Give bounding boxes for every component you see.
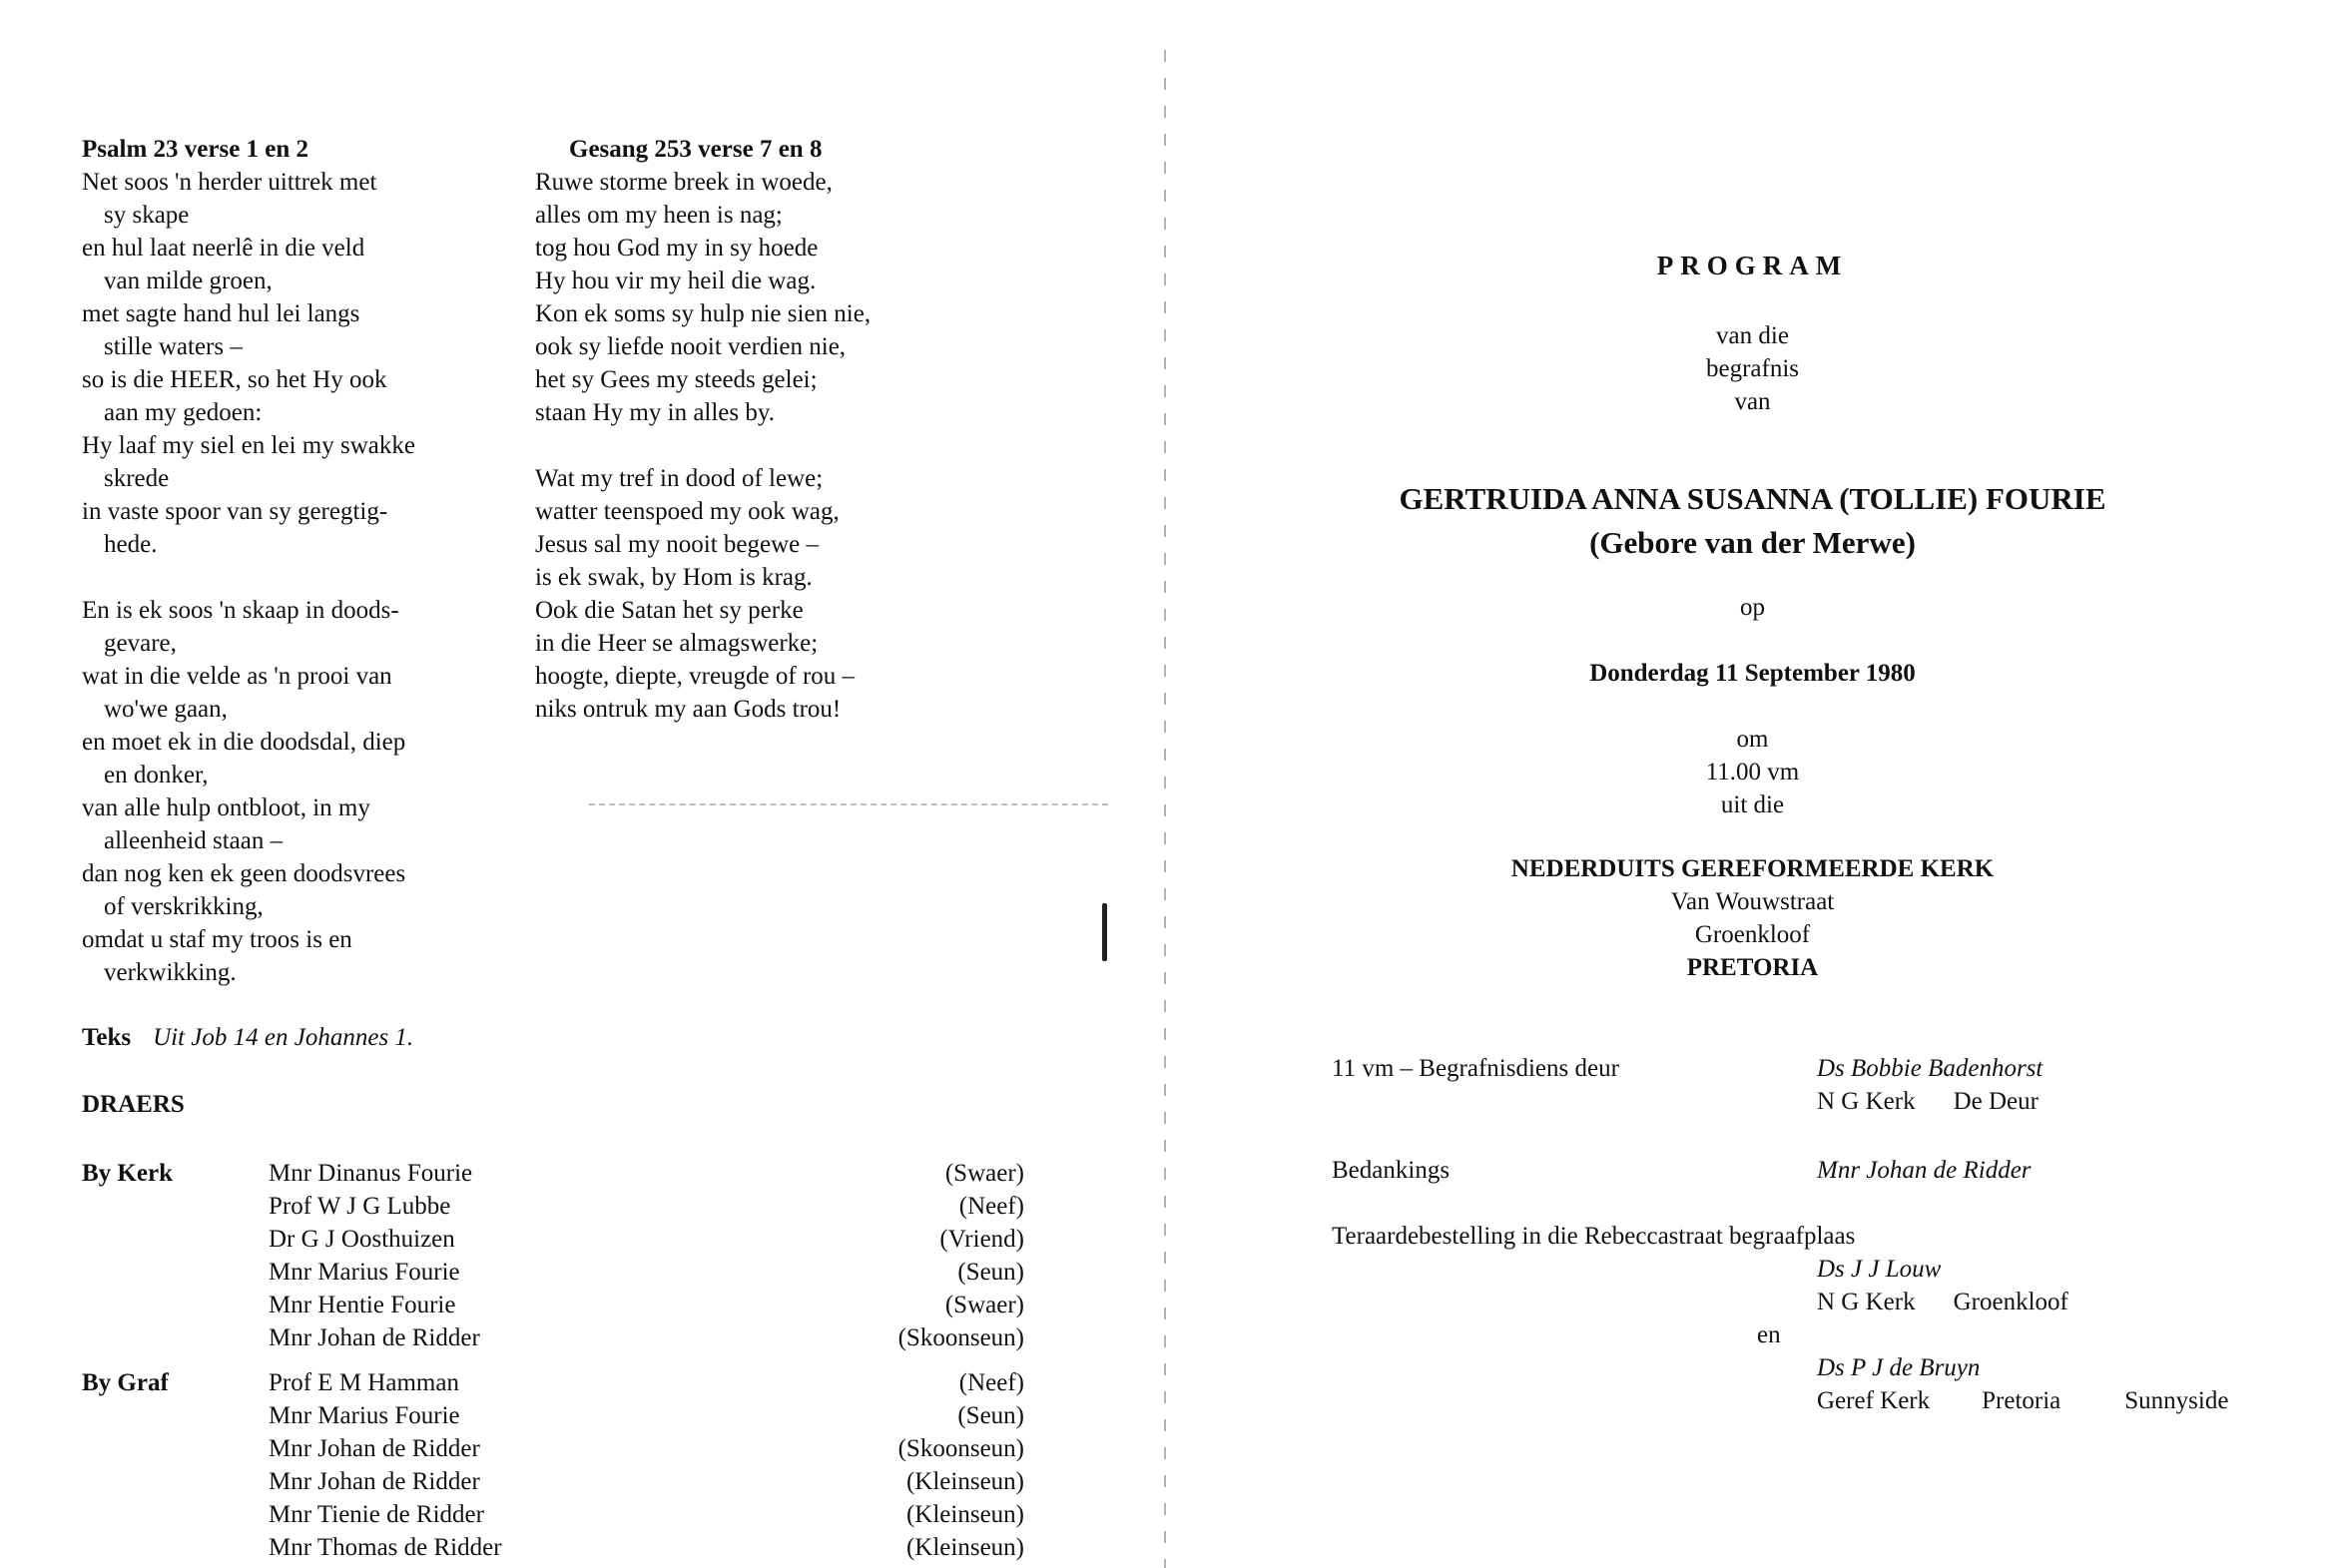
psalm-line: Hy laaf my siel en lei my swakke	[82, 432, 415, 459]
left-page	[0, 0, 1163, 1568]
bearer-relation: (Seun)	[957, 1402, 1024, 1429]
burial-church-1	[1817, 1286, 2068, 1318]
thanks-label: Bedankings	[1332, 1157, 1451, 1184]
time-line: uit die	[1720, 791, 1785, 818]
burial-label: Teraardebestelling in die Rebeccastraat begraafplaas	[1332, 1223, 1856, 1250]
bearer-name: Mnr Johan de Ridder	[269, 1468, 480, 1495]
church-street: Van Wouwstraat	[1670, 888, 1835, 915]
psalm-line: dan nog ken ek geen doodsvrees	[82, 860, 406, 887]
church-suburb: Groenkloof	[1694, 921, 1811, 948]
gesang-line: Ook die Satan het sy perke	[535, 597, 804, 624]
burial-minister-1: Ds J J Louw	[1817, 1256, 1942, 1283]
psalm-line: met sagte hand hul lei langs	[82, 300, 360, 327]
deceased-block	[1170, 477, 2335, 565]
deceased-name: GERTRUIDA ANNA SUSANNA (TOLLIE) FOURIE	[1399, 481, 2106, 516]
born-name: (Gebore van der Merwe)	[1589, 525, 1916, 560]
psalm-line: van alle hulp ontbloot, in my	[82, 794, 370, 821]
intro-line: van die	[1716, 322, 1789, 349]
church-block	[1170, 852, 2335, 984]
bearer-relation: (Skoonseun)	[897, 1324, 1024, 1351]
bearer-name: Mnr Hentie Fourie	[269, 1292, 456, 1318]
psalm-line: skrede	[104, 465, 170, 492]
gesang-line: hoogte, diepte, vreugde of rou –	[535, 663, 856, 690]
service-church	[1817, 1085, 2039, 1118]
gesang-lines	[535, 166, 954, 726]
psalm-line: aan my gedoen:	[104, 399, 263, 426]
psalm-heading: Psalm 23 verse 1 en 2	[82, 136, 309, 163]
psalm-line: sy skape	[104, 202, 190, 229]
service-church-part: De Deur	[1953, 1088, 2039, 1115]
burial-and: en	[1757, 1321, 1781, 1348]
psalm-line: en moet ek in die doodsdal, diep	[82, 729, 406, 756]
church-name: NEDERDUITS GEREFORMEERDE KERK	[1510, 855, 1995, 882]
service-minister: Ds Bobbie Badenhorst	[1817, 1055, 2043, 1082]
gesang-column	[535, 133, 954, 726]
psalm-line: hede.	[104, 531, 158, 558]
burial-church-part: N G Kerk	[1817, 1289, 1916, 1315]
intro-line: begrafnis	[1705, 355, 1800, 382]
teks-label: Teks	[82, 1024, 132, 1051]
stanza-gap	[535, 429, 954, 462]
intro-line: van	[1734, 388, 1771, 415]
bearer-row	[82, 1190, 1024, 1223]
gesang-line: in die Heer se almagswerke;	[535, 630, 819, 657]
burial-church-2	[1817, 1384, 2228, 1417]
bearer-row	[82, 1498, 1024, 1531]
bearer-name: Mnr Marius Fourie	[269, 1259, 460, 1286]
psalm-line: in vaste spoor van sy geregtig-	[82, 498, 388, 525]
bearer-row	[82, 1289, 1024, 1321]
service-label: 11 vm – Begrafnisdiens deur	[1332, 1055, 1619, 1082]
psalm-line: en donker,	[104, 762, 209, 788]
bearer-name: Prof W J G Lubbe	[269, 1193, 451, 1220]
psalm-line: van milde groen,	[104, 267, 273, 294]
burial-church-part: Sunnyside	[2124, 1387, 2229, 1414]
gesang-line: Ruwe storme breek in woede,	[535, 169, 833, 196]
bearer-group-label: By Kerk	[82, 1160, 173, 1187]
bearer-relation: (Kleinseun)	[905, 1468, 1024, 1495]
gesang-line: staan Hy my in alles by.	[535, 399, 776, 426]
psalm-line: Net soos 'n herder uittrek met	[82, 169, 377, 196]
op-label: op	[1740, 594, 1765, 621]
psalm-column	[82, 133, 501, 989]
psalm-line: En is ek soos 'n skaap in doods-	[82, 597, 399, 624]
gesang-line: het sy Gees my steeds gelei;	[535, 366, 818, 393]
gesang-line: Jesus sal my nooit begewe –	[535, 531, 819, 558]
bearer-row	[82, 1399, 1024, 1432]
psalm-lines	[82, 166, 501, 989]
bearers-group-graf	[82, 1366, 1024, 1564]
teks-line	[82, 1024, 413, 1052]
gesang-line: tog hou God my in sy hoede	[535, 235, 819, 261]
service-church-part: N G Kerk	[1817, 1088, 1916, 1115]
bearer-relation: (Kleinseun)	[905, 1501, 1024, 1528]
bearer-name: Prof E M Hamman	[269, 1369, 459, 1396]
program-title: PROGRAM	[1656, 251, 1849, 280]
psalm-line: of verskrikking,	[104, 893, 264, 920]
stanza-gap	[82, 561, 501, 594]
draers-heading: DRAERS	[82, 1091, 185, 1118]
teks-reference: Uit Job 14 en Johannes 1.	[153, 1024, 414, 1051]
gesang-line: ook sy liefde nooit verdien nie,	[535, 333, 847, 360]
psalm-line: en hul laat neerlê in die veld	[82, 235, 365, 261]
gesang-line: Kon ek soms sy hulp nie sien nie,	[535, 300, 872, 327]
bearer-row	[82, 1432, 1024, 1465]
bearer-row	[82, 1321, 1024, 1354]
gesang-line: Hy hou vir my heil die wag.	[535, 267, 817, 294]
bearer-relation: (Kleinseun)	[905, 1534, 1024, 1561]
thanks-person: Mnr Johan de Ridder	[1817, 1157, 2032, 1184]
bearers-group-kerk	[82, 1157, 1024, 1354]
funeral-date: Donderdag 11 September 1980	[1589, 660, 1916, 687]
burial-minister-2: Ds P J de Bruyn	[1817, 1354, 1981, 1381]
bearer-name: Mnr Johan de Ridder	[269, 1435, 480, 1462]
bearer-name: Mnr Marius Fourie	[269, 1402, 460, 1429]
psalm-line: wat in die velde as 'n prooi van	[82, 663, 392, 690]
gesang-line: niks ontruk my aan Gods trou!	[535, 696, 842, 723]
bearer-row	[82, 1157, 1024, 1190]
gesang-line: alles om my heen is nag;	[535, 202, 783, 229]
bearer-row	[82, 1465, 1024, 1498]
bearer-relation: (Swaer)	[944, 1160, 1024, 1187]
burial-church-part: Pretoria	[1982, 1387, 2061, 1414]
gesang-line: watter teenspoed my ook wag,	[535, 498, 840, 525]
burial-church-part: Groenkloof	[1953, 1289, 2068, 1315]
bearer-relation: (Neef)	[958, 1369, 1024, 1396]
bearer-name: Dr G J Oosthuizen	[269, 1226, 455, 1253]
bearer-row	[82, 1531, 1024, 1564]
psalm-line: alleenheid staan –	[104, 827, 284, 854]
psalm-line: omdat u staf my troos is en	[82, 926, 352, 953]
bearer-name: Mnr Thomas de Ridder	[269, 1534, 502, 1561]
bearer-row	[82, 1256, 1024, 1289]
bearer-relation: (Vriend)	[939, 1226, 1024, 1253]
gesang-line: is ek swak, by Hom is krag.	[535, 564, 813, 591]
church-city: PRETORIA	[1686, 954, 1819, 981]
bearer-relation: (Neef)	[958, 1193, 1024, 1220]
psalm-line: gevare,	[104, 630, 177, 657]
bearer-relation: (Seun)	[957, 1259, 1024, 1286]
scan-noise-line	[589, 803, 1108, 805]
gesang-line: Wat my tref in dood of lewe;	[535, 465, 824, 492]
bearer-row	[82, 1223, 1024, 1256]
time-line: 11.00 vm	[1705, 759, 1800, 785]
bearer-relation: (Swaer)	[944, 1292, 1024, 1318]
bearer-relation: (Skoonseun)	[897, 1435, 1024, 1462]
burial-church-part: Geref Kerk	[1817, 1387, 1931, 1414]
gesang-heading: Gesang 253 verse 7 en 8	[569, 136, 823, 163]
right-page	[1170, 0, 2335, 1568]
psalm-line: so is die HEER, so het Hy ook	[82, 366, 387, 393]
page-fold	[1164, 50, 1166, 1568]
time-line: om	[1736, 726, 1769, 753]
bearer-group-label: By Graf	[82, 1369, 169, 1396]
psalm-line: wo'we gaan,	[104, 696, 228, 723]
program-intro	[1170, 319, 2335, 418]
bearer-name: Mnr Dinanus Fourie	[269, 1160, 473, 1187]
bearer-name: Mnr Tienie de Ridder	[269, 1501, 484, 1528]
psalm-line: verkwikking.	[104, 959, 237, 986]
bearer-row	[82, 1366, 1024, 1399]
psalm-line: stille waters –	[104, 333, 243, 360]
time-block	[1170, 723, 2335, 821]
fold-mark	[1102, 903, 1107, 961]
bearer-name: Mnr Johan de Ridder	[269, 1324, 480, 1351]
